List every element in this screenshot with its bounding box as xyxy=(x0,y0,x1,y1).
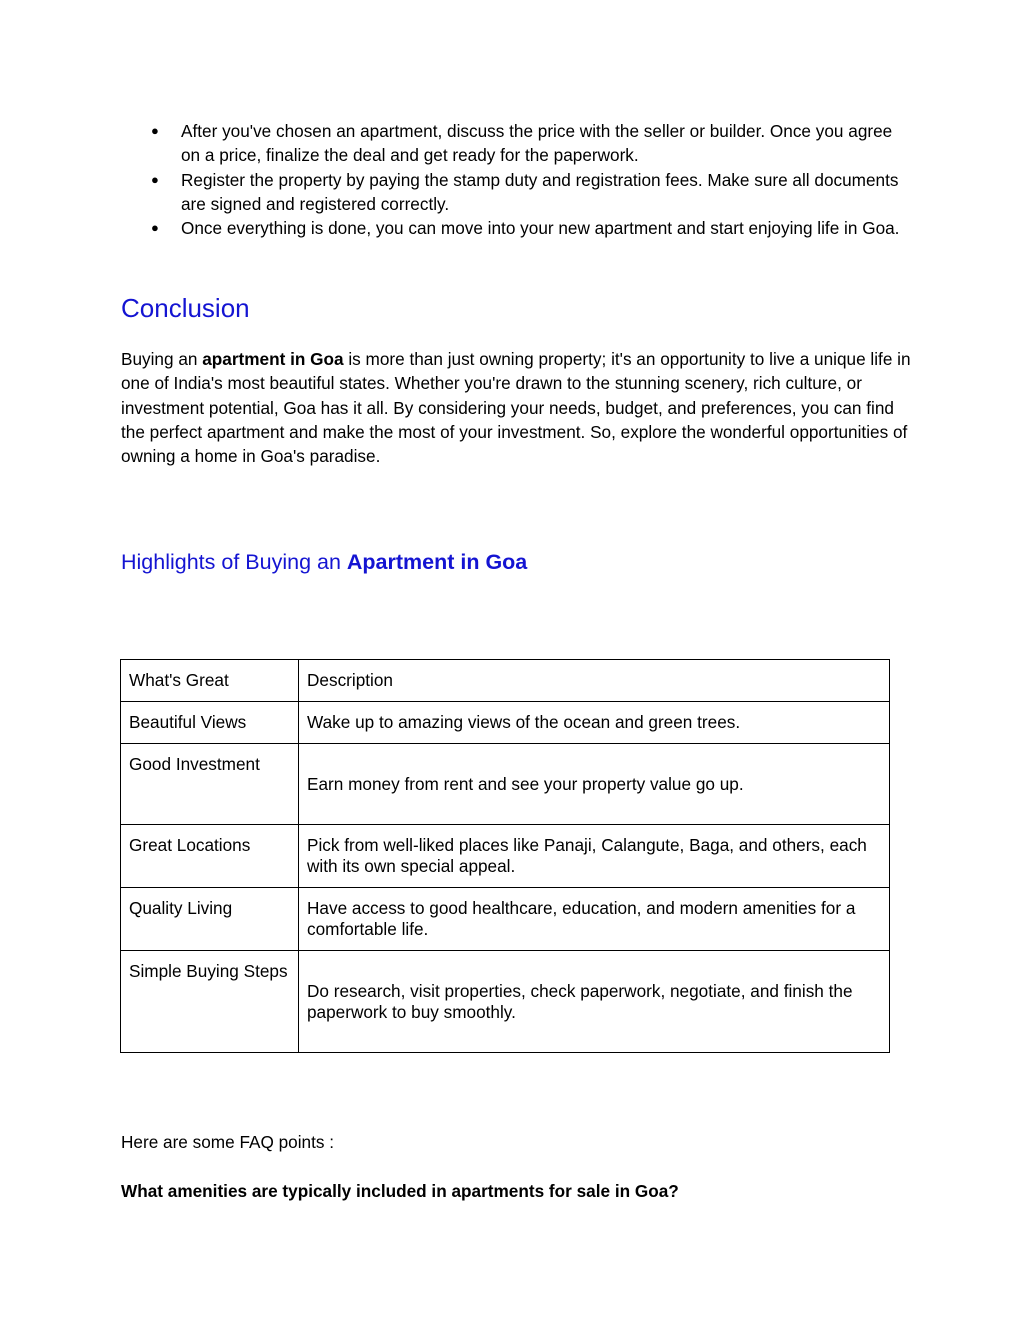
table-cell-description: Have access to good healthcare, education, and modern amenities for a comfortable life. xyxy=(299,888,890,951)
conclusion-paragraph xyxy=(121,347,911,468)
highlights-heading xyxy=(121,547,527,577)
table-cell-description: Wake up to amazing views of the ocean and green trees. xyxy=(299,702,890,744)
list-item-text: After you've chosen an apartment, discuss the price with the seller or builder. Once you agree on a price, finalize the deal and get ready for the paperwork. xyxy=(181,121,893,166)
table-row xyxy=(121,951,890,1053)
table-row xyxy=(121,888,890,951)
conclusion-text-end: is more than just owning property; it's an opportunity to live a unique life in one of India's most beautiful states. Whether you're drawn to the stunning scenery, rich culture, or investment potential, Goa has it all. By considering your needs, budget, and preferences, you can find the perfect apartment and make the most of your investment. So, explore the wonderful opportunities of owning a home in Goa's paradise. xyxy=(121,349,911,467)
table-cell-feature: Beautiful Views xyxy=(121,702,299,744)
faq-question: What amenities are typically included in apartments for sale in Goa? xyxy=(121,1181,679,1201)
table-cell-feature: Great Locations xyxy=(121,825,299,888)
table-header-row xyxy=(121,660,890,702)
table-row xyxy=(121,825,890,888)
table-cell-description: Do research, visit properties, check paperwork, negotiate, and finish the paperwork to buy smoothly. xyxy=(299,951,890,1053)
bullet-icon: ● xyxy=(151,123,159,138)
table-cell-feature: Simple Buying Steps xyxy=(121,951,299,1053)
highlights-heading-prefix: Highlights of Buying an xyxy=(121,550,347,574)
table-cell-feature: Good Investment xyxy=(121,744,299,825)
highlights-table xyxy=(120,659,890,1053)
table-header-cell: Description xyxy=(299,660,890,702)
table-row xyxy=(121,744,890,825)
bullet-icon: ● xyxy=(151,220,159,236)
table-cell-description: Pick from well-liked places like Panaji, Calangute, Baga, and others, each with its own special appeal. xyxy=(299,825,890,888)
list-item-text: Register the property by paying the stamp duty and registration fees. Make sure all documents are signed and registered correctly. xyxy=(181,169,899,214)
bullet-icon: ● xyxy=(151,171,159,187)
list-item xyxy=(121,119,901,168)
list-item xyxy=(121,168,901,217)
faq-intro: Here are some FAQ points : xyxy=(121,1132,335,1152)
steps-list xyxy=(121,119,901,240)
conclusion-keyword: apartment in Goa xyxy=(202,349,344,369)
list-item xyxy=(121,216,901,240)
table-cell-feature: Quality Living xyxy=(121,888,299,951)
conclusion-text-start: Buying an xyxy=(121,349,203,369)
table-cell-description: Earn money from rent and see your property value go up. xyxy=(299,744,890,825)
highlights-heading-keyword: Apartment in Goa xyxy=(346,550,528,574)
table-header-cell: What's Great xyxy=(121,660,299,702)
conclusion-heading: Conclusion xyxy=(121,293,250,323)
list-item-text: Once everything is done, you can move into your new apartment and start enjoying life in Goa. xyxy=(181,218,900,239)
table-row xyxy=(121,702,890,744)
